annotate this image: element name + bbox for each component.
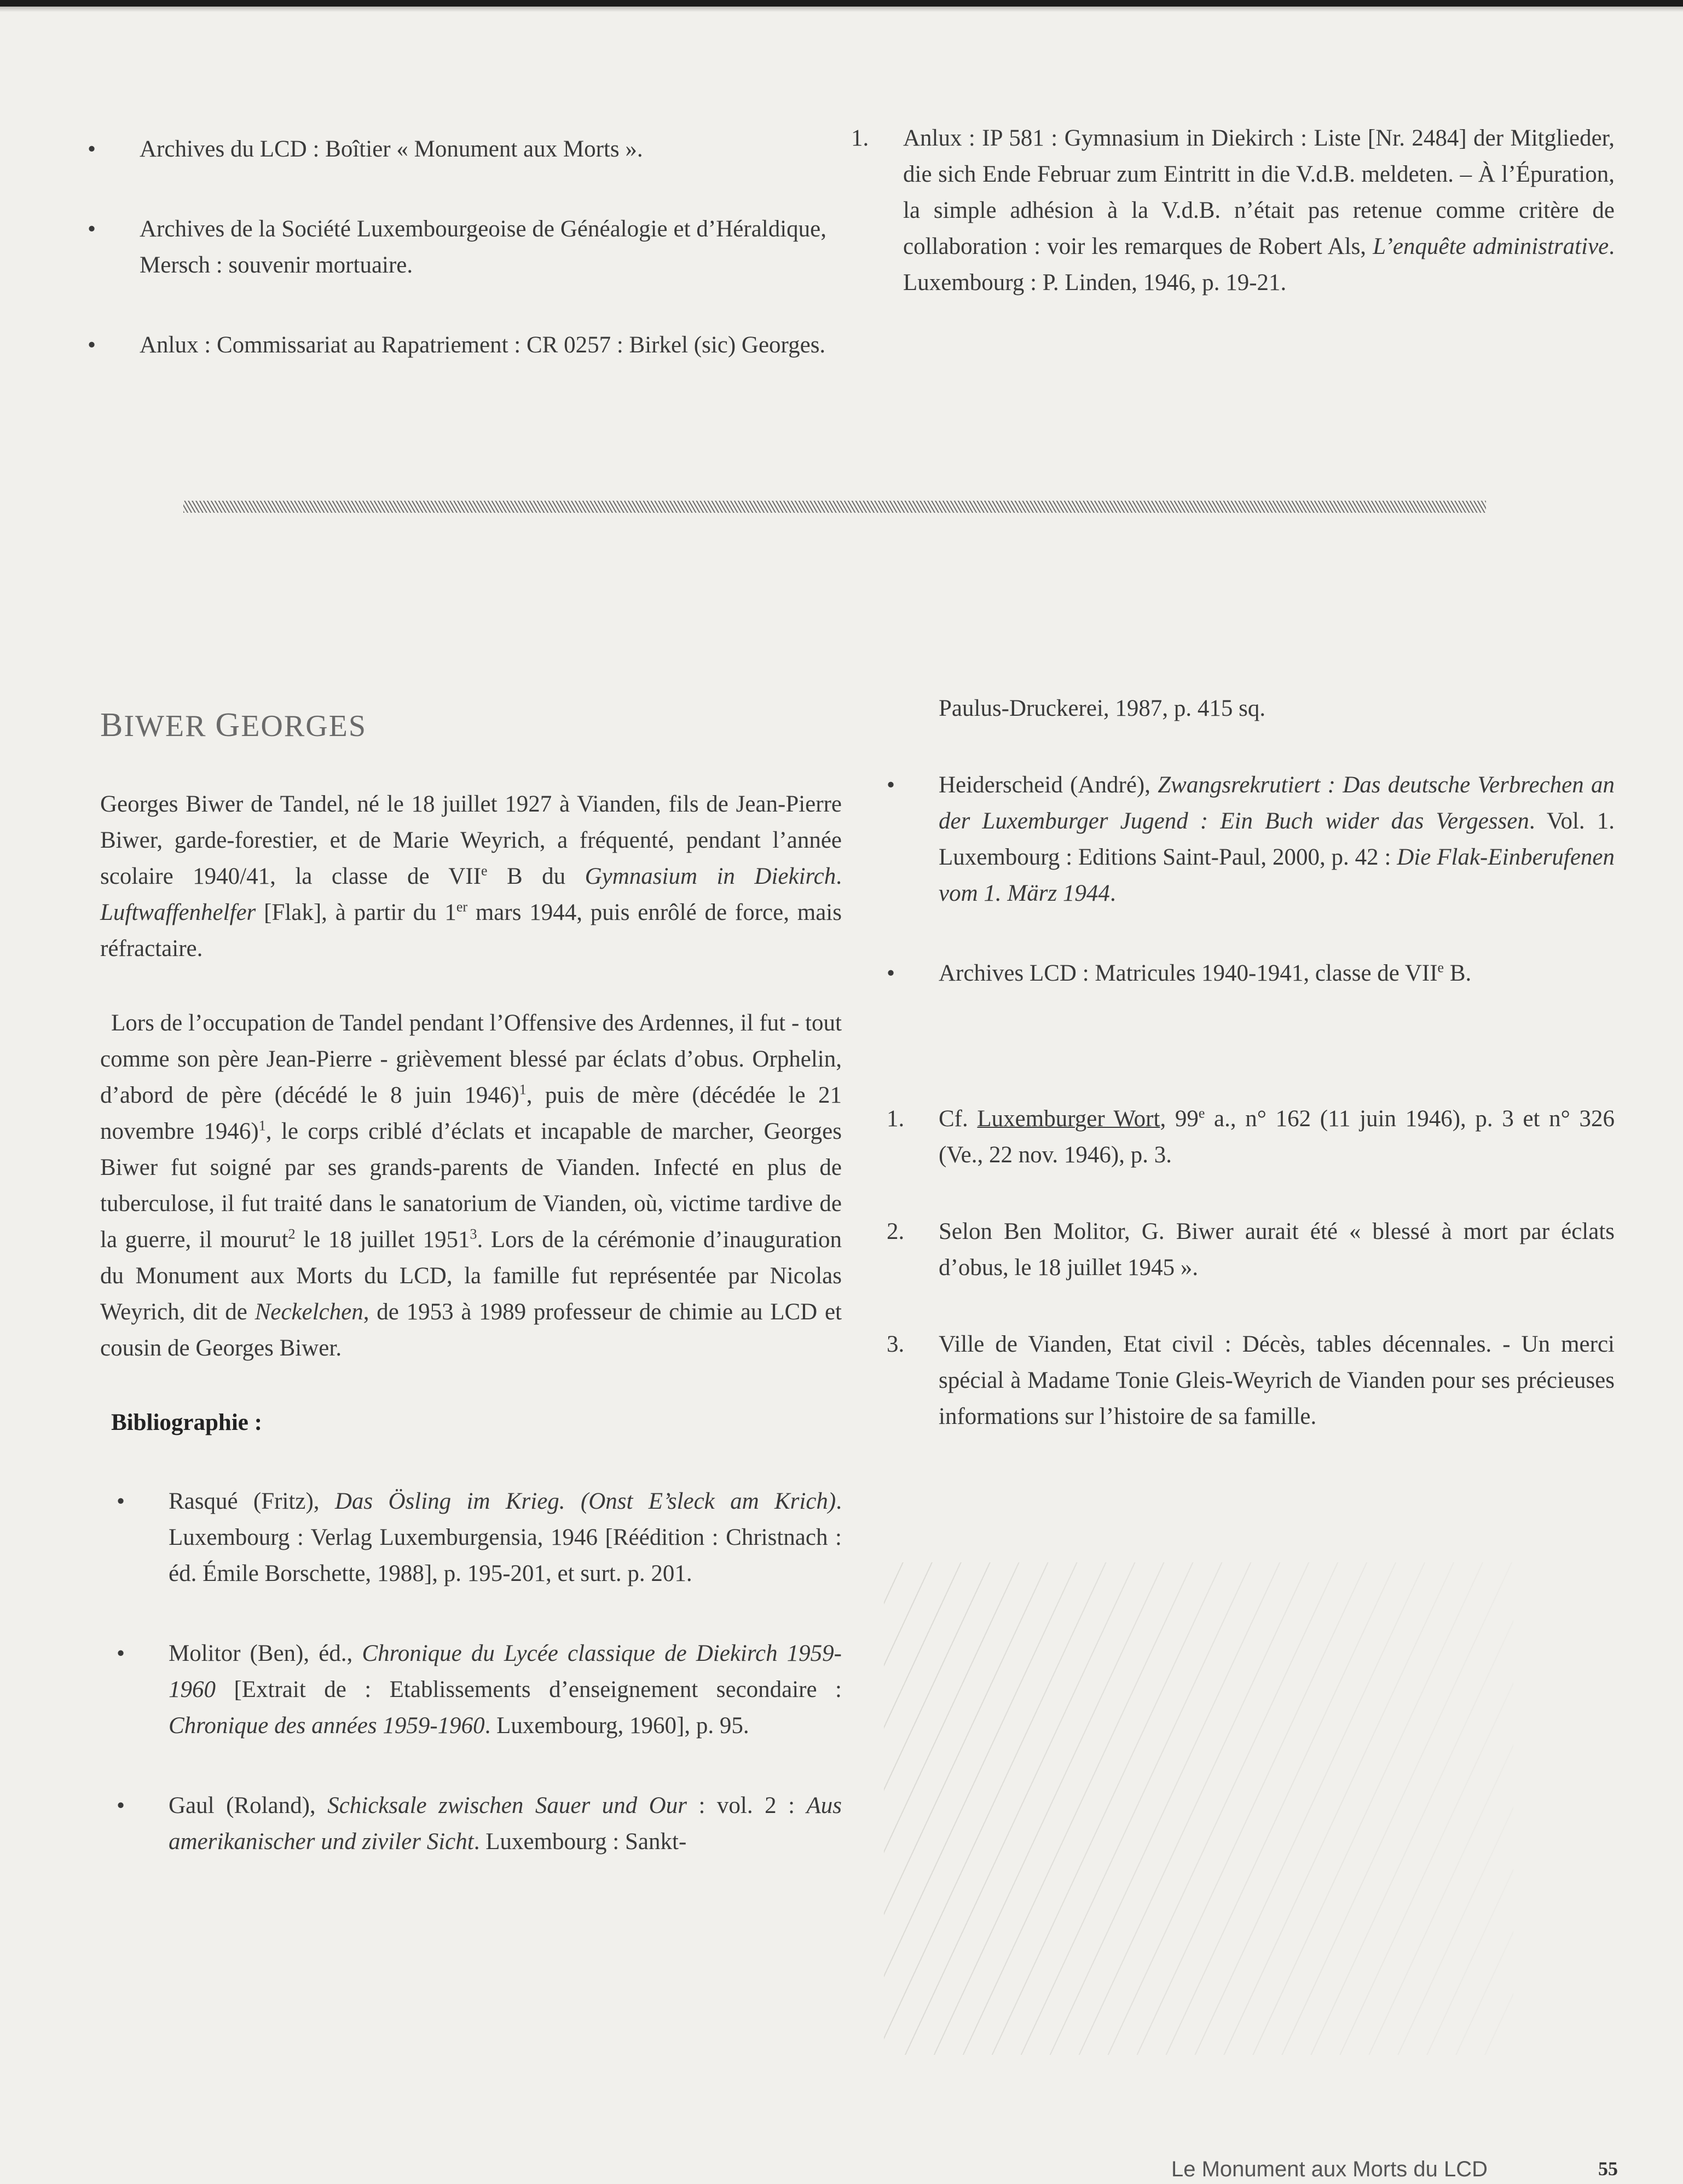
bibliography-item: • Archives LCD : Matricules 1940-1941, classe de VIIe B.: [887, 955, 1615, 992]
footnote-item: [887, 1326, 1615, 1435]
bullet-icon: •: [117, 1488, 125, 1514]
footnote-item: [887, 1214, 1615, 1286]
footnote-number: 3.: [887, 1331, 905, 1357]
footnote-text: Ville de Vianden, Etat civil : Décès, tables décennales. - Un merci spécial à Madame Tonie Gleis-Weyrich de Vianden pour ses précieuses informations sur l’histoire de sa famille.: [939, 1331, 1615, 1429]
footnote-text: Anlux : IP 581 : Gymnasium in Diekirch : Liste [Nr. 2484] der Mitglieder, die sich Ende Februar zum Eintritt in die V.d.B. meldeten. – À l’Épuration, la simple adhésion à la V.d.B. n’était pas retenue comme critère de collaboration : voir les remarques de Robert Als, L’enquête administrative. Luxembourg : P. Linden, 1946, p. 19-21.: [903, 125, 1615, 296]
bullet-icon: •: [88, 216, 96, 242]
top-right-footnote: [851, 120, 1615, 341]
bullet-icon: •: [887, 772, 895, 798]
source-text: Archives du LCD : Boîtier « Monument aux Morts ».: [140, 136, 643, 162]
source-text: Anlux : Commissariat au Rapatriement : CR 0257 : Birkel (sic) Georges.: [140, 332, 826, 358]
footnote-number: 2.: [887, 1219, 905, 1244]
bibliography-item: • Heiderscheid (André), Zwangsrekrutiert : Das deutsche Verbrechen an der Luxemburger Jugend : Ein Buch wider das Vergessen. Vol. 1. Luxembourg : Editions Saint-Paul, 2000, p. 42 : Die Flak-Einberufenen vom 1. März 1944.: [887, 767, 1615, 912]
page-top-shadow: [0, 7, 1683, 12]
bullet-icon: •: [88, 136, 96, 162]
section-divider: [183, 501, 1486, 513]
footnote-ref: 3: [470, 1226, 477, 1242]
running-footer: Le Monument aux Morts du LCD: [1171, 2157, 1488, 2181]
biography-column: [100, 786, 842, 1904]
footnote-item: [887, 1101, 1615, 1173]
footnote-text: Selon Ben Molitor, G. Biwer aurait été « blessé à mort par éclats d’obus, le 18 juillet 1945 ».: [939, 1219, 1615, 1281]
footnote-ref: 2: [288, 1226, 296, 1242]
bibliography-label: Bibliographie :: [111, 1410, 262, 1435]
bibliography-item: • Rasqué (Fritz), Das Ösling im Krieg. (Onst E’sleck am Krich). Luxembourg : Verlag Luxemburgensia, 1946 [Réédition : Christnach : éd. Émile Borschette, 1988], p. 195-201, et surt. p. 201.: [117, 1484, 842, 1592]
footnote-number: 1.: [887, 1106, 905, 1132]
bibliography-item: • Gaul (Roland), Schicksale zwischen Sauer und Our : vol. 2 : Aus amerikanischer und ziviler Sicht. Luxembourg : Sankt-: [117, 1788, 842, 1860]
source-item: [88, 131, 826, 167]
bibliography-list: [100, 1484, 842, 1860]
source-text: Archives de la Société Luxembourgeoise de Généalogie et d’Héraldique, Mersch : souvenir mortuaire.: [140, 216, 826, 278]
footnote-text: Cf. Luxemburger Wort, 99e a., n° 162 (11 juin 1946), p. 3 et n° 326 (Ve., 22 nov. 1946), p. 3.: [939, 1105, 1615, 1168]
footnote-ref: 1: [519, 1081, 527, 1098]
footnote-number: 1.: [851, 125, 869, 151]
footnote-item: [851, 120, 1615, 301]
page-top-edge: [0, 0, 1683, 7]
bullet-icon: •: [887, 960, 895, 986]
decorative-hatching: [884, 1562, 1513, 2055]
entry-heading: BIWER GEORGES: [100, 706, 367, 744]
bullet-icon: •: [88, 332, 96, 358]
bullet-icon: •: [117, 1793, 125, 1818]
page-number: 55: [1598, 2158, 1618, 2180]
biography-paragraph-1: Georges Biwer de Tandel, né le 18 juillet 1927 à Vianden, fils de Jean-Pierre Biwer, garde-forestier, et de Marie Weyrich, a fréquenté, pendant l’année scolaire 1940/41, la classe de VIIe B du Gymnasium in Diekirch. Luftwaffenhelfer [Flak], à partir du 1er mars 1944, puis enrôlé de force, mais réfractaire.: [100, 791, 842, 961]
right-column: [887, 691, 1615, 1475]
bibliography-item: • Molitor (Ben), éd., Chronique du Lycée classique de Diekirch 1959-1960 [Extrait de : Etablissements d’enseignement secondaire : Chronique des années 1959-1960. Luxembourg, 1960], p. 95.: [117, 1636, 842, 1744]
biography-paragraph-2: Lors de l’occupation de Tandel pendant l’Offensive des Ardennes, il fut - tout comme son père Jean-Pierre - grièvement blessé par éclats d’obus. Orphelin, d’abord de père (décédé le 8 juin 1946)$^1$, puis de mère (décédée le 21 novembre 1946)$^1$, le corps criblé d’éclats et incapable de marcher, Georges Biwer fut soigné par ses grands-parents de Vianden. Infecté en plus de tuberculose, il fut traité dans le sanatorium de Vianden, où, victime tardive de la guerre, il mourut$^2$ le 18 juillet 1951$^3$. Lors de la cérémonie d’inauguration du Monument aux Morts du LCD, la famille fut représentée par Nicolas Weyrich, dit de Neckelchen, de 1953 à 1989 professeur de chimie au LCD et cousin de Georges Biwer.: [100, 1010, 842, 1361]
source-item: [88, 327, 826, 363]
footnote-ref: 1: [258, 1117, 266, 1134]
source-item: [88, 211, 826, 283]
bibliography-continuation: Paulus-Druckerei, 1987, p. 415 sq.: [939, 696, 1266, 721]
top-left-sources: [88, 131, 826, 407]
bullet-icon: •: [117, 1641, 125, 1666]
